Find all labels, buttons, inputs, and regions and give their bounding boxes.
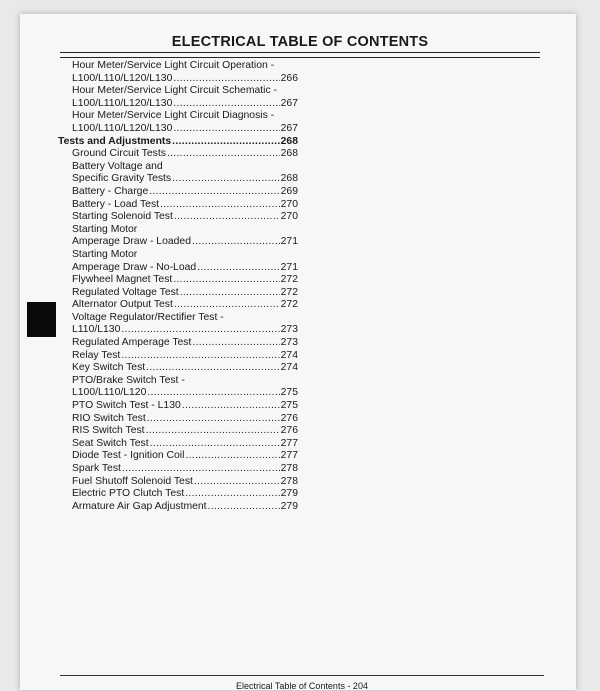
toc-entry-title: Regulated Amperage Test — [72, 337, 192, 349]
toc-entry-title: Armature Air Gap Adjustment — [72, 500, 207, 512]
dot-leader — [182, 400, 280, 413]
toc-page-number: 270 — [280, 198, 298, 210]
toc-page-number: 268 — [280, 173, 298, 185]
toc-entry-line — [58, 85, 298, 98]
dot-leader — [172, 173, 280, 186]
dot-leader — [146, 362, 280, 375]
toc-entry-title: Voltage Regulator/Rectifier Test - — [72, 311, 224, 323]
toc-entry-line — [58, 73, 298, 86]
toc-entry-title: Regulated Voltage Test — [72, 286, 179, 298]
toc-entry-line — [58, 450, 298, 463]
dot-leader — [197, 262, 279, 275]
toc-page-number: 268 — [280, 148, 298, 160]
toc-entry[interactable] — [58, 186, 298, 199]
dot-leader — [146, 425, 280, 438]
dot-leader — [185, 488, 279, 501]
dot-leader — [180, 287, 280, 300]
toc-entry-line — [58, 236, 298, 249]
toc-entry-line — [58, 249, 298, 262]
toc-page-number: 274 — [280, 362, 298, 374]
toc-entry-title: Seat Switch Test — [72, 437, 149, 449]
toc-entry-title: L100/L110/L120/L130 — [72, 97, 173, 109]
title-double-rule — [60, 52, 540, 58]
toc-entry[interactable] — [58, 161, 298, 186]
toc-entry-line — [58, 400, 298, 413]
toc-page-number: 273 — [280, 337, 298, 349]
toc-entry-title: PTO Switch Test - L130 — [72, 400, 181, 412]
toc-entry[interactable] — [58, 312, 298, 337]
toc-entry[interactable] — [58, 299, 298, 312]
toc-page-number: 268 — [280, 135, 298, 147]
toc-entry-line — [58, 413, 298, 426]
toc-entry-line — [58, 324, 298, 337]
dot-leader — [167, 148, 280, 161]
dot-leader — [174, 299, 280, 312]
toc-entry-title: Alternator Output Test — [72, 299, 173, 311]
dot-leader — [208, 501, 280, 514]
toc-entry-title: L100/L110/L120/L130 — [72, 72, 173, 84]
toc-entry-line — [58, 161, 298, 174]
dot-leader — [192, 236, 280, 249]
toc-entry[interactable] — [58, 148, 298, 161]
toc-entry-title: Electric PTO Clutch Test — [72, 488, 185, 500]
toc-entry-line — [58, 312, 298, 325]
dot-leader — [173, 123, 279, 136]
toc-entry[interactable] — [58, 476, 298, 489]
toc-entry-line — [58, 299, 298, 312]
toc-entry[interactable] — [58, 488, 298, 501]
toc-entry-line — [58, 287, 298, 300]
dot-leader — [173, 274, 279, 287]
toc-page-number: 278 — [280, 475, 298, 487]
toc-entry-line — [58, 501, 298, 514]
dot-leader — [121, 324, 279, 337]
toc-entry-line — [58, 123, 298, 136]
toc-section-heading[interactable] — [58, 136, 298, 149]
dot-leader — [173, 73, 279, 86]
toc-entry-title: Battery - Charge — [72, 185, 149, 197]
toc-entry-title: Tests and Adjustments — [58, 135, 172, 147]
toc-entry-title: Amperage Draw - No-Load — [72, 261, 197, 273]
toc-page-number: 272 — [280, 299, 298, 311]
toc-entry-title: Amperage Draw - Loaded — [72, 236, 191, 248]
toc-entry[interactable] — [58, 400, 298, 413]
toc-page-number: 275 — [280, 400, 298, 412]
toc-entry-title: Hour Meter/Service Light Circuit Operation - — [72, 60, 275, 71]
toc-page-number: 276 — [280, 412, 298, 424]
dot-leader — [172, 136, 279, 149]
toc-entry-line — [58, 136, 298, 149]
toc-entry-line — [58, 375, 298, 388]
toc-entry-title: Specific Gravity Tests — [72, 173, 172, 185]
toc-entry-line — [58, 211, 298, 224]
dot-leader — [173, 98, 279, 111]
toc-entry[interactable] — [58, 110, 298, 135]
toc-entry-title: Ground Circuit Tests — [72, 148, 166, 160]
toc-entry-title: Spark Test — [72, 463, 121, 474]
toc-entry-line — [58, 387, 298, 400]
dot-leader — [194, 476, 280, 489]
dot-leader — [174, 211, 280, 224]
toc-entry[interactable] — [58, 425, 298, 438]
toc-entry-line — [58, 438, 298, 451]
toc-page-number: 267 — [280, 97, 298, 109]
toc-entry[interactable] — [58, 350, 298, 363]
toc-entry[interactable] — [58, 85, 298, 110]
toc-entry[interactable] — [58, 287, 298, 300]
toc-entry-title: Fuel Shutoff Solenoid Test — [72, 475, 193, 487]
toc-page-number: 279 — [280, 488, 298, 500]
dot-leader — [149, 186, 279, 199]
toc-page-number: 271 — [280, 261, 298, 273]
footer-rule — [60, 675, 544, 676]
toc-entry-line — [58, 148, 298, 161]
toc-entry-line — [58, 173, 298, 186]
toc-entry-line — [58, 224, 298, 237]
toc-entry-line — [58, 110, 298, 123]
toc-page-number: 270 — [280, 211, 298, 223]
toc-entry[interactable] — [58, 249, 298, 274]
page-footer: Electrical Table of Contents - 204 — [236, 681, 368, 691]
toc-entry-title: L110/L130 — [72, 324, 121, 336]
dot-leader — [150, 438, 280, 451]
toc-entry-line — [58, 362, 298, 375]
toc-entry-line — [58, 186, 298, 199]
toc-entry-title: L100/L110/L120 — [72, 387, 147, 399]
toc-entry-title: PTO/Brake Switch Test - — [72, 374, 185, 386]
toc-entry[interactable] — [58, 211, 298, 224]
toc-entry[interactable] — [58, 362, 298, 375]
toc-entry-title: Starting Solenoid Test — [72, 211, 173, 223]
dot-leader — [147, 413, 280, 426]
toc-entry[interactable] — [58, 60, 298, 85]
toc-entry-title: Starting Motor — [72, 223, 138, 235]
toc-entry-title: Flywheel Magnet Test — [72, 274, 173, 286]
toc-entry-line — [58, 274, 298, 287]
toc-entry[interactable] — [58, 501, 298, 514]
toc-page-number: 266 — [280, 72, 298, 84]
toc-page-number: 273 — [280, 324, 298, 336]
toc-entry-title: Relay Test — [72, 349, 121, 361]
toc-entry[interactable] — [58, 199, 298, 212]
toc-entry-title: RIS Switch Test — [72, 425, 145, 437]
toc-page-number: 279 — [280, 500, 298, 512]
toc-entry[interactable] — [58, 463, 298, 476]
toc-entry[interactable] — [58, 438, 298, 451]
toc-entry-title: Battery - Load Test — [72, 198, 160, 210]
toc-page-number: 272 — [280, 286, 298, 298]
toc-entry[interactable] — [58, 274, 298, 287]
toc-entry-line — [58, 337, 298, 350]
toc-entry-title: Hour Meter/Service Light Circuit Diagnosis - — [72, 110, 275, 122]
toc-entry[interactable] — [58, 413, 298, 426]
toc-page-number: 267 — [280, 122, 298, 134]
toc-page-number: 277 — [280, 437, 298, 449]
section-tab-marker — [27, 302, 56, 337]
toc-entry-line — [58, 476, 298, 489]
dot-leader — [160, 199, 280, 212]
toc-entry-line — [58, 199, 298, 212]
toc-page-number: 278 — [280, 463, 298, 474]
dot-leader — [185, 450, 279, 463]
toc-entry-title: Diode Test - Ignition Coil — [72, 450, 185, 462]
dot-leader — [147, 387, 279, 400]
toc-entry-title: Key Switch Test — [72, 362, 146, 374]
toc-entry[interactable] — [58, 450, 298, 463]
toc-entry[interactable] — [58, 224, 298, 249]
dot-leader — [192, 337, 279, 350]
toc-entry-line — [58, 463, 298, 476]
toc-entry[interactable] — [58, 337, 298, 350]
toc-entry-title: RIO Switch Test — [72, 412, 146, 424]
dot-leader — [122, 463, 280, 476]
toc-page-number: 277 — [280, 450, 298, 462]
page-title: ELECTRICAL TABLE OF CONTENTS — [171, 34, 429, 50]
toc-page-number: 275 — [280, 387, 298, 399]
dot-leader — [121, 350, 279, 363]
table-of-contents — [58, 60, 298, 513]
toc-entry-line — [58, 98, 298, 111]
toc-entry[interactable] — [58, 375, 298, 400]
toc-entry-title: L100/L110/L120/L130 — [72, 122, 173, 134]
toc-page-number: 276 — [280, 425, 298, 437]
toc-entry-line — [58, 60, 298, 73]
toc-entry-line — [58, 488, 298, 501]
toc-entry-line — [58, 262, 298, 275]
toc-entry-line — [58, 425, 298, 438]
toc-page-number: 271 — [280, 236, 298, 248]
toc-entry-title: Starting Motor — [72, 248, 138, 260]
toc-entry-title: Hour Meter/Service Light Circuit Schematic - — [72, 85, 277, 97]
toc-page-number: 269 — [280, 185, 298, 197]
toc-page-number: 272 — [280, 274, 298, 286]
toc-entry-line — [58, 350, 298, 363]
toc-page-number: 274 — [280, 349, 298, 361]
toc-entry-title: Battery Voltage and — [72, 160, 163, 172]
